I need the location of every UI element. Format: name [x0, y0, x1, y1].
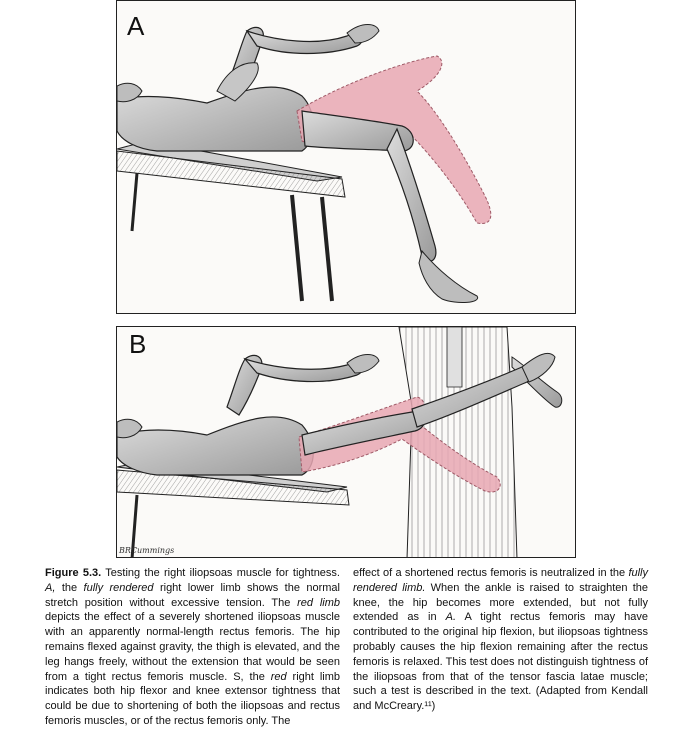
caption-paragraph-left	[45, 566, 340, 729]
caption-text: depicts the effect of a severely shortened iliopsoas muscle with an apparently normal-length rectus femoris. The hip remains flexed against gravity, the thigh is elevated, and the leg hangs freely, without the extension that would be seen from a tight rectus femoris muscle. S, the	[45, 611, 340, 683]
held-flexed-leg	[227, 355, 379, 416]
caption-left-column	[45, 566, 340, 729]
figure-panel-b	[116, 326, 576, 558]
artist-signature: BRCummings	[119, 546, 175, 555]
caption-emphasis: A,	[45, 581, 56, 594]
caption-paragraph-right	[353, 566, 648, 714]
caption-text: right lower limb shows the normal stretch position without excessive tension. The	[45, 581, 340, 609]
caption-text: effect of a shortened rectus femoris is neutralized in the	[353, 567, 629, 579]
caption-text: When the ankle is raised to straighten the knee, the hip becomes more extended, but not fully extended as in	[353, 581, 648, 624]
exam-table	[117, 141, 345, 301]
patient-torso	[117, 83, 313, 151]
caption-text: the	[55, 581, 84, 594]
caption-text: Testing the right iliopsoas muscle for tightness.	[101, 567, 340, 579]
patient-torso	[117, 417, 313, 475]
citation-superscript: ¹¹	[424, 700, 432, 713]
caption-emphasis: A.	[445, 611, 457, 624]
figure-label: Figure 5.3.	[45, 567, 102, 579]
caption-text: A tight rectus femoris may have contributed to the original hip flexion, but iliopsoas tightness probably causes the hip flexion remaining after the rectus femoris is relaxed. This test does not distinguish tightness of the iliopsoas from that of the tensor fascia latae muscle; such a test is described in the text. (Adapted from Kendall and McCreary.	[353, 611, 648, 713]
exam-table	[117, 462, 349, 558]
panel-label-b: B	[129, 329, 147, 359]
illustration-panel-a	[117, 1, 576, 314]
figure-panel-a	[116, 0, 576, 314]
caption-emphasis: red	[270, 670, 287, 683]
caption-emphasis: fully rendered	[83, 581, 154, 594]
caption-text: )	[431, 700, 436, 713]
caption-emphasis: fully rendered limb.	[353, 567, 648, 594]
caption-right-column	[353, 566, 648, 714]
caption-emphasis: red limb	[297, 596, 341, 609]
panel-label-a: A	[127, 11, 145, 41]
illustration-panel-b	[117, 327, 576, 558]
caption-text: right limb indicates both hip flexor and knee extensor tightness that could be due to shortening of both the iliopsoas and rectus femoris muscles, or of the rectus femoris only. The	[45, 670, 340, 727]
